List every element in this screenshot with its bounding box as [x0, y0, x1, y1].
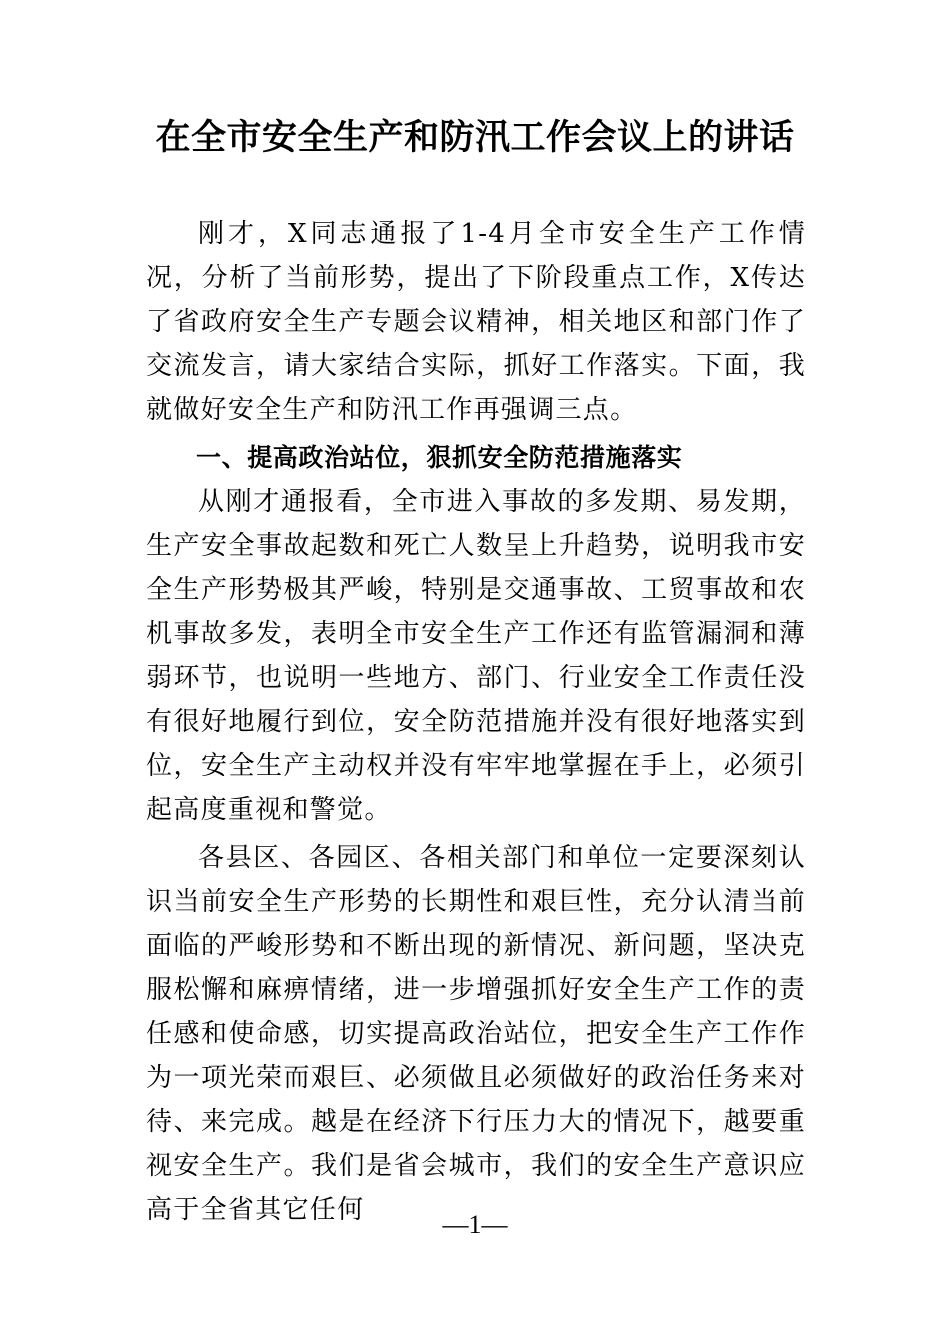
page-number: —1—: [442, 1210, 508, 1239]
paragraph-requirements: 各县区、各园区、各相关部门和单位一定要深刻认识当前安全生产形势的长期性和艰巨性，充分认清当前面临的严峻形势和不断出现的新情况、新问题，坚决克服松懈和麻痹情绪，进一步增强抓好安全生产工作的责任感和使命感，切实提高政治站位，把安全生产工作作为一项光荣而艰巨、必须做且必须做好的政治任务来对待、来完成。越是在经济下行压力大的情况下，越要重视安全生产。我们是省会城市，我们的安全生产意识应高于全省其它任何: [146, 843, 806, 1225]
section-heading-1: 一、提高政治站位，狠抓安全防范措施落实: [196, 443, 683, 472]
document-title: 在全市安全生产和防汛工作会议上的讲话: [155, 117, 795, 158]
document-body: [146, 212, 806, 1236]
paragraph-situation: 从刚才通报看，全市进入事故的多发期、易发期，生产安全事故起数和死亡人数呈上升趋势，说明我市安全生产形势极其严峻，特别是交通事故、工贸事故和农机事故多发，表明全市安全生产工作还有监管漏洞和薄弱环节，也说明一些地方、部门、行业安全工作责任没有很好地履行到位，安全防范措施并没有很好地落实到位，安全生产主动权并没有牢牢地掌握在手上，必须引起高度重视和警觉。: [146, 487, 806, 825]
paragraph-intro: 刚才，X同志通报了1-4月全市安全生产工作情况，分析了当前形势，提出了下阶段重点工作，X传达了省政府安全生产专题会议精神，相关地区和部门作了交流发言，请大家结合实际，抓好工作落实。下面，我就做好安全生产和防汛工作再强调三点。: [146, 219, 806, 425]
